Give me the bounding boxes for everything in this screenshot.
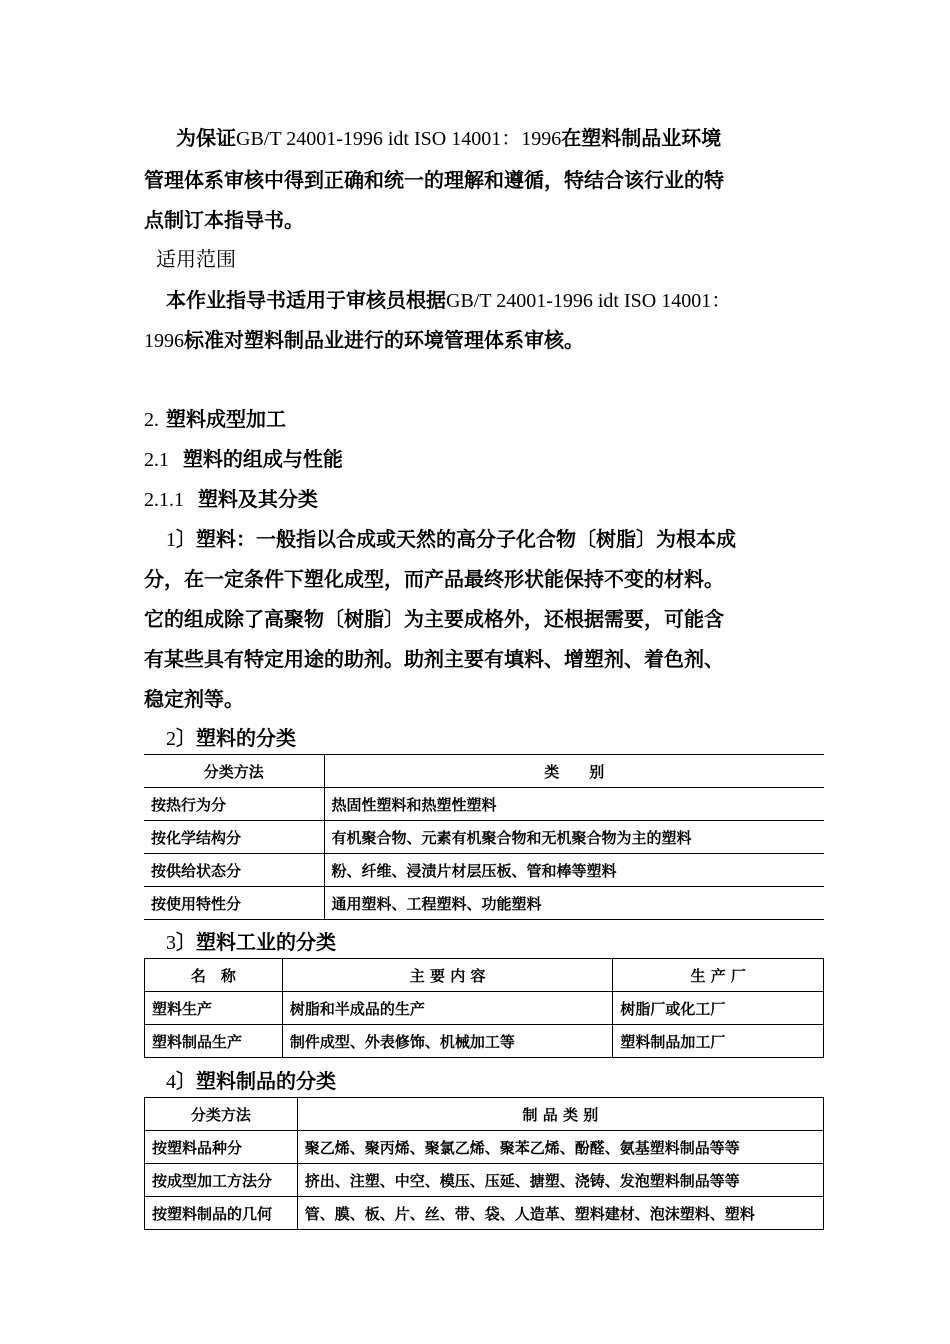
table-row: [145, 1131, 824, 1164]
table-row: [145, 992, 824, 1025]
table-header-cell: 制 品 类 别: [297, 1098, 823, 1131]
table-row: [145, 1197, 824, 1230]
para1-line-3: 它的组成除了高聚物〔树脂〕为主要成格外，还根据需要，可能含: [144, 607, 724, 631]
table-header-cell: 名 称: [145, 959, 283, 992]
table-cell: 按塑料品种分: [145, 1131, 298, 1164]
section-2-1-1-heading: 2.1.1 塑料及其分类: [144, 487, 318, 511]
section-2-1-heading: 2.1 塑料的组成与性能: [144, 447, 343, 471]
table-cell: 按使用特性分: [144, 887, 324, 920]
scope-line-1: 本作业指导书适用于审核员根据GB/T 24001-1996 idt ISO 14001：: [166, 288, 732, 312]
table2-title: 3〕塑料工业的分类: [166, 930, 336, 954]
table1-title: 2〕塑料的分类: [166, 726, 296, 750]
table-cell: 通用塑料、工程塑料、功能塑料: [324, 887, 824, 920]
table-cell: 塑料生产: [145, 992, 283, 1025]
table-header-cell: 类 别: [324, 755, 824, 788]
table-cell: 粉、纤维、浸渍片材层压板、管和棒等塑料: [324, 854, 824, 887]
table-cell: 管、膜、板、片、丝、带、袋、人造革、塑料建材、泡沫塑料、塑料: [297, 1197, 823, 1230]
scope-line-2: 1996标准对塑料制品业进行的环境管理体系审核。: [144, 328, 584, 352]
table-row: [144, 788, 824, 821]
table-header-cell: 分类方法: [144, 755, 324, 788]
table-cell: 按塑料制品的几何: [145, 1197, 298, 1230]
intro-line-1: 为保证GB/T 24001-1996 idt ISO 14001：1996在塑料制品业环境: [176, 126, 722, 150]
table-header-row: [144, 755, 824, 788]
table-cell: 按成型加工方法分: [145, 1164, 298, 1197]
plastics-classification-table: [144, 754, 824, 920]
table-cell: 制件成型、外表修饰、机械加工等: [282, 1025, 613, 1058]
table-row: [144, 821, 824, 854]
intro-line-3: 点制订本指导书。: [144, 208, 304, 232]
scope-heading: 适用范围: [156, 247, 236, 271]
table3-title: 4〕塑料制品的分类: [166, 1069, 336, 1093]
table-cell: 按热行为分: [144, 788, 324, 821]
table-header-row: [145, 1098, 824, 1131]
para1-line-1: 1〕塑料：一般指以合成或天然的高分子化合物〔树脂〕为根本成: [166, 527, 736, 551]
table-row: [144, 854, 824, 887]
table-row: [145, 1164, 824, 1197]
para1-line-5: 稳定剂等。: [144, 687, 244, 711]
table-header-row: [145, 959, 824, 992]
table-header-cell: 生 产 厂: [613, 959, 824, 992]
table-cell: 挤出、注塑、中空、模压、压延、搪塑、浇铸、发泡塑料制品等等: [297, 1164, 823, 1197]
table-cell: 树脂和半成品的生产: [282, 992, 613, 1025]
intro-line-2: 管理体系审核中得到正确和统一的理解和遵循，特结合该行业的特: [144, 168, 724, 192]
table-cell: 树脂厂或化工厂: [613, 992, 824, 1025]
section-2-heading: 2. 塑料成型加工: [144, 407, 286, 431]
table-header-cell: 分类方法: [145, 1098, 298, 1131]
table-cell: 聚乙烯、聚丙烯、聚氯乙烯、聚苯乙烯、酚醛、氨基塑料制品等等: [297, 1131, 823, 1164]
table-cell: 热固性塑料和热塑性塑料: [324, 788, 824, 821]
para1-line-2: 分，在一定条件下塑化成型，而产品最终形状能保持不变的材料。: [144, 567, 724, 591]
table-cell: 按供给状态分: [144, 854, 324, 887]
table-cell: 按化学结构分: [144, 821, 324, 854]
para1-line-4: 有某些具有特定用途的助剂。助剂主要有填料、增塑剂、着色剂、: [144, 647, 724, 671]
table-cell: 塑料制品加工厂: [613, 1025, 824, 1058]
table-header-cell: 主 要 内 容: [282, 959, 613, 992]
table-cell: 塑料制品生产: [145, 1025, 283, 1058]
table-row: [144, 887, 824, 920]
table-row: [145, 1025, 824, 1058]
table-cell: 有机聚合物、元素有机聚合物和无机聚合物为主的塑料: [324, 821, 824, 854]
plastics-industry-table: [144, 958, 824, 1058]
plastic-products-table: [144, 1097, 824, 1230]
